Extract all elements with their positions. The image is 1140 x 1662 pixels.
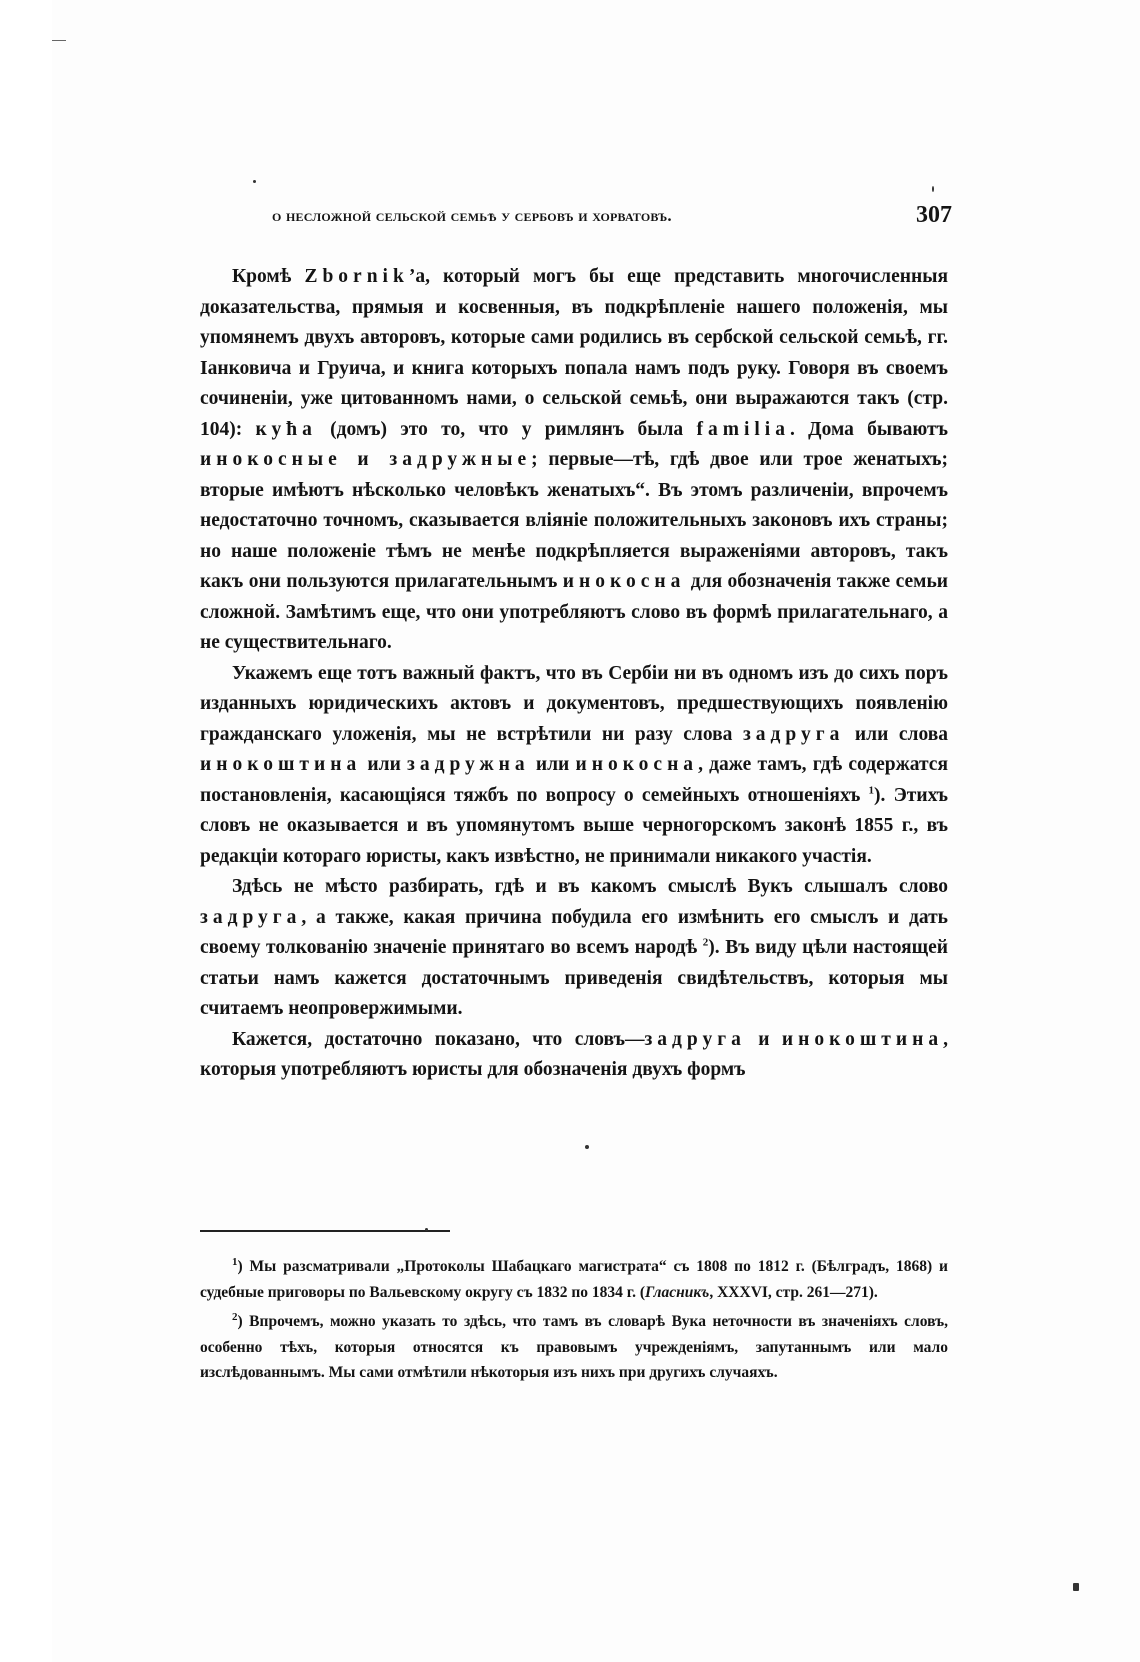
footnote-marker: 2	[232, 1310, 238, 1323]
journal-title: Гласникъ	[644, 1283, 710, 1301]
scan-speck	[1073, 1583, 1079, 1591]
spaced-term: familia	[696, 418, 790, 440]
text-run: Кромѣ	[232, 266, 305, 287]
text-run: ). Въ виду цѣли настоящей статьи намъ кажется достаточнымъ приведенія свидѣтельствъ, которыя мы считаемъ неопровержимыми.	[200, 937, 949, 1019]
paragraph-2	[200, 659, 948, 873]
scan-speck	[932, 186, 934, 192]
footnote-divider	[200, 1230, 450, 1232]
paragraph-3	[200, 872, 948, 1025]
spaced-term: задруга	[200, 906, 302, 928]
text-run: ) Мы разсматривали „Протоколы Шабацкаго магистрата“ съ 1808 по 1812 г. (Бѣлградъ, 1868) и судебные приговоры по Вальевскому округу съ 1832 по 1834 г. (	[200, 1258, 948, 1301]
spaced-term: инокоштина	[200, 754, 362, 775]
running-header	[272, 202, 952, 232]
text-run: ). Этихъ словъ не оказывается и въ упомянутомъ выше черногорскомъ законѣ 1855 г., въ редакціи котораго юристы, какъ извѣстно, не принимали никакого участія.	[200, 784, 948, 867]
spaced-term: задруга	[742, 723, 845, 745]
text-run: или	[361, 754, 408, 775]
text-run: ; первые—тѣ, гдѣ двое или трое женатыхъ; вторые имѣютъ нѣсколько человѣкъ женатыхъ“. Въ этомъ различеніи, впрочемъ недостаточно точномъ, сказывается вліяніе положительныхъ законовъ ихъ страны; но наше положеніе тѣмъ не менѣе подкрѣпляется выраженіями авторовъ, такъ какъ они пользуются прилагательнымъ	[200, 449, 948, 592]
spaced-term: инокосна	[575, 754, 699, 775]
text-run: , а также, какая причина побудила его измѣнить его смыслъ и дать своему толкованію значеніе принятаго во всемъ народѣ	[200, 906, 948, 958]
spaced-term: инокосные и задружные	[200, 449, 532, 470]
footnote-1	[200, 1254, 948, 1305]
scan-speck	[585, 1145, 589, 1149]
text-run: Здѣсь не мѣсто разбирать, гдѣ и въ какомъ смыслѣ Вукъ слышалъ слово	[232, 876, 948, 897]
text-run: , даже тамъ, гдѣ содержатся постановленія, касающіяся тяжбъ по вопросу о семейныхъ отношеніяхъ	[200, 754, 948, 806]
text-run: ’а, который могъ бы еще представить многочисленныя доказательства, прямыя и косвенныя, въ подкрѣпленіе нашего положенія, мы упомянемъ двухъ авторовъ, которые сами родились въ сербской сельской семьѣ, гг. Іанковича и Груича, и книга которыхъ попала намъ подъ руку. Говоря въ своемъ сочиненіи, уже цитованномъ нами, о сельской семьѣ, они выражаются такъ (стр. 104):	[200, 266, 948, 440]
text-run: , XXXVI, стр. 261—271).	[709, 1283, 878, 1301]
scan-edge-mark	[52, 40, 66, 41]
scan-speck	[425, 1228, 428, 1231]
text-run: (домъ) это то, что у римлянъ была	[316, 418, 697, 440]
text-run: Укажемъ еще тотъ важный фактъ, что въ Сербіи ни въ одномъ изъ до сихъ поръ изданныхъ юридическихъ актовъ и документовъ, предшествующихъ появленію гражданскаго уложенія, мы не встрѣтили ни разу слова	[200, 662, 948, 745]
text-run: или	[529, 754, 576, 775]
text-run: , которыя употребляютъ юристы для обозначенія двухъ формъ	[200, 1028, 948, 1080]
text-run: и	[745, 1028, 782, 1050]
spaced-term: Zbornik	[304, 266, 409, 287]
spaced-term: задруга	[644, 1028, 746, 1050]
scan-speck	[253, 180, 256, 183]
footnote-marker: 1	[232, 1255, 238, 1268]
page-number: 307	[916, 202, 952, 228]
running-title: о несложной сельской семьѣ у сербовъ и хорватовъ.	[272, 206, 672, 225]
spaced-term: кућа	[255, 418, 317, 440]
footnote-ref-2: 2	[702, 936, 709, 949]
body-text	[200, 262, 948, 1086]
text-run: Кажется, достаточно показано, что словъ—	[232, 1028, 645, 1050]
text-run: для обозначенія также семьи сложной. Замѣтимъ еще, что они употребляютъ слово въ формѣ прилагательнаго, а не существительнаго.	[200, 571, 948, 653]
text-run: или слова	[844, 723, 948, 745]
spaced-term: инокоштина	[781, 1028, 944, 1050]
spaced-term: инокосна	[562, 571, 686, 592]
footnotes	[200, 1254, 948, 1390]
paragraph-1	[200, 262, 948, 659]
paragraph-4	[200, 1025, 948, 1086]
footnote-2	[200, 1309, 948, 1386]
text-run: . Дома бываютъ	[789, 418, 948, 440]
footnote-ref-1: 1	[868, 784, 875, 796]
text-run: ) Впрочемъ, можно указать то здѣсь, что тамъ въ словарѣ Вука неточности въ значеніяхъ словъ, особенно тѣхъ, которыя относятся къ правовымъ учрежденіямъ, запутаннымъ или мало изслѣдованнымъ. Мы сами отмѣтили нѣкоторыя изъ нихъ при другихъ случаяхъ.	[200, 1313, 948, 1381]
spaced-term: задружна	[407, 754, 530, 775]
